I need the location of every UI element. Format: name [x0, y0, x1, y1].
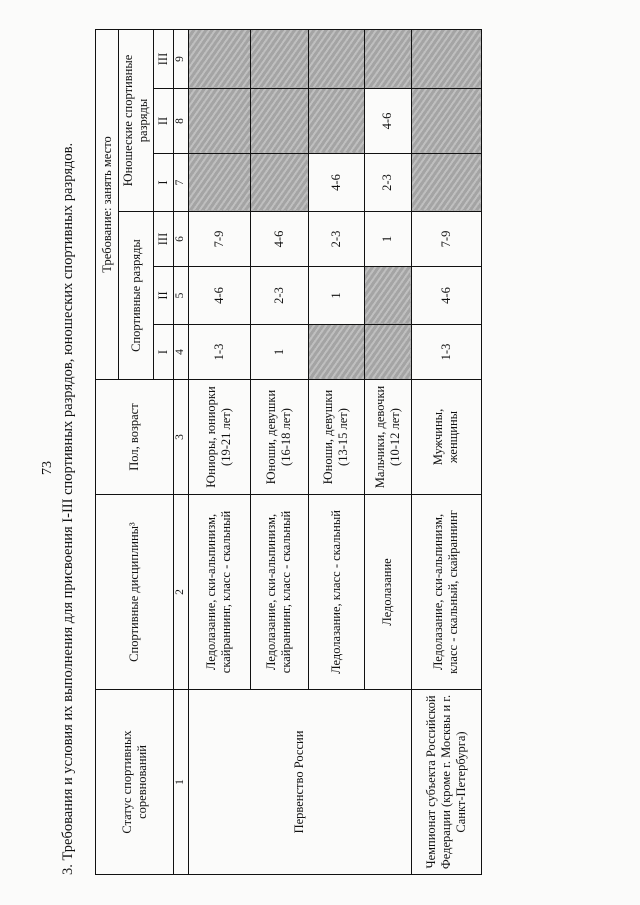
header-disciplines: Спортивные дисциплины³ [96, 495, 174, 690]
discipline-cell: Ледолазание [364, 495, 411, 690]
place-cell: 4-6 [411, 267, 481, 325]
place-cell: 1 [364, 212, 411, 267]
status-cell: Первенство России [188, 690, 411, 875]
header-sport-ranks: Спортивные разряды [119, 212, 154, 380]
sex-age-cell: Юниоры, юниорки (19-21 лет) [188, 380, 250, 495]
place-cell [188, 29, 250, 88]
header-rank-roman: II [154, 89, 174, 154]
place-cell [308, 29, 364, 88]
sex-age-cell: Мальчики, девочки (10-12 лет) [364, 380, 411, 495]
sex-age-cell: Юноши, девушки (16-18 лет) [250, 380, 308, 495]
place-cell: 7-9 [411, 212, 481, 267]
discipline-cell: Ледолазание, ски-альпинизм, скайраннинг, класс - скальный [250, 495, 308, 690]
header-rank-roman: I [154, 325, 174, 380]
place-cell [364, 267, 411, 325]
header-rank-roman: I [154, 154, 174, 212]
place-cell: 1-3 [188, 325, 250, 380]
column-number: 2 [174, 495, 189, 690]
sex-age-cell: Юноши, девушки (13-15 лет) [308, 380, 364, 495]
discipline-cell: Ледолазание, ски-альпинизм, класс - скальный, скайраннинг [411, 495, 481, 690]
discipline-cell: Ледолазание, ски-альпинизм, скайраннинг, класс - скальный [188, 495, 250, 690]
place-cell: 4-6 [250, 212, 308, 267]
place-cell: 4-6 [188, 267, 250, 325]
header-rank-roman: III [154, 212, 174, 267]
header-status: Статус спортивных соревнований [96, 690, 174, 875]
discipline-cell: Ледолазание, класс - скальный [308, 495, 364, 690]
status-cell: Чемпионат субъекта Российской Федерации (кроме г. Москвы и г. Санкт-Петербурга) [411, 690, 481, 875]
place-cell [364, 325, 411, 380]
place-cell [411, 89, 481, 154]
place-cell [188, 89, 250, 154]
header-rank-roman: II [154, 267, 174, 325]
header-rank-roman: III [154, 29, 174, 88]
place-cell [411, 29, 481, 88]
section-heading: 3. Требования и условия их выполнения для присвоения I-III спортивных разрядов, юношеских спортивных разрядов. [60, 142, 76, 875]
place-cell: 1-3 [411, 325, 481, 380]
place-cell [188, 154, 250, 212]
place-cell: 7-9 [188, 212, 250, 267]
column-number: 4 [174, 325, 189, 380]
place-cell: 2-3 [364, 154, 411, 212]
header-youth-ranks: Юношеские спортивные разряды [119, 29, 154, 211]
place-cell [308, 89, 364, 154]
place-cell: 2-3 [250, 267, 308, 325]
requirements-table [95, 29, 482, 875]
sex-age-cell: Мужчины, женщины [411, 380, 481, 495]
column-number: 6 [174, 212, 189, 267]
column-number: 7 [174, 154, 189, 212]
table-row [188, 29, 250, 874]
place-cell [250, 29, 308, 88]
column-number: 3 [174, 380, 189, 495]
page-number: 73 [40, 461, 55, 475]
place-cell: 4-6 [308, 154, 364, 212]
header-sex-age: Пол, возраст [96, 380, 174, 495]
column-number: 9 [174, 29, 189, 88]
column-number: 5 [174, 267, 189, 325]
place-cell [250, 89, 308, 154]
place-cell: 4-6 [364, 89, 411, 154]
place-cell: 1 [250, 325, 308, 380]
place-cell: 1 [308, 267, 364, 325]
column-number: 8 [174, 89, 189, 154]
place-cell [250, 154, 308, 212]
table-row [411, 29, 481, 874]
column-number: 1 [174, 690, 189, 875]
place-cell [364, 29, 411, 88]
header-requirement: Требование: занять место [96, 29, 119, 379]
place-cell [411, 154, 481, 212]
place-cell [308, 325, 364, 380]
place-cell: 2-3 [308, 212, 364, 267]
